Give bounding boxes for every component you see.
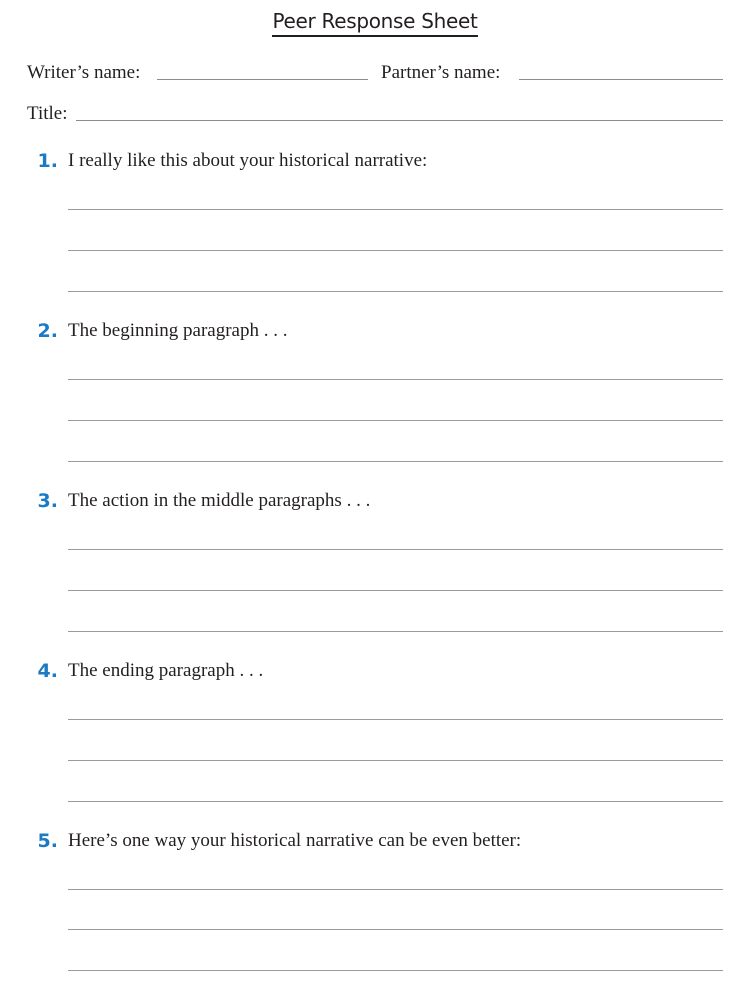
answer-line[interactable] <box>68 549 723 550</box>
answer-line[interactable] <box>68 420 723 421</box>
answer-line[interactable] <box>68 760 723 761</box>
answer-line[interactable] <box>68 889 723 890</box>
answer-line[interactable] <box>68 291 723 292</box>
question-prompt: The beginning paragraph . . . <box>68 320 288 341</box>
answer-line[interactable] <box>68 801 723 802</box>
question-number: 4. <box>37 660 58 682</box>
question-number: 3. <box>37 490 58 512</box>
question-number: 1. <box>37 150 58 172</box>
question-number: 5. <box>37 830 58 852</box>
title-field[interactable] <box>76 120 723 121</box>
title-label: Title: <box>27 103 68 124</box>
question-prompt: The ending paragraph . . . <box>68 660 264 681</box>
answer-line[interactable] <box>68 929 723 930</box>
answer-line[interactable] <box>68 250 723 251</box>
question-number: 2. <box>37 320 58 342</box>
partner-name-field[interactable] <box>519 79 723 80</box>
answer-line[interactable] <box>68 590 723 591</box>
question-prompt: The action in the middle paragraphs . . . <box>68 490 371 511</box>
partner-name-label: Partner’s name: <box>381 62 501 83</box>
writer-name-field[interactable] <box>157 79 368 80</box>
answer-line[interactable] <box>68 719 723 720</box>
answer-line[interactable] <box>68 379 723 380</box>
writer-name-label: Writer’s name: <box>27 62 141 83</box>
answer-line[interactable] <box>68 631 723 632</box>
question-prompt: I really like this about your historical narrative: <box>68 150 428 171</box>
page-title-text: Peer Response Sheet <box>272 8 477 37</box>
answer-line[interactable] <box>68 461 723 462</box>
answer-line[interactable] <box>68 209 723 210</box>
question-prompt: Here’s one way your historical narrative can be even better: <box>68 830 522 851</box>
page-title <box>0 8 750 37</box>
answer-line[interactable] <box>68 970 723 971</box>
